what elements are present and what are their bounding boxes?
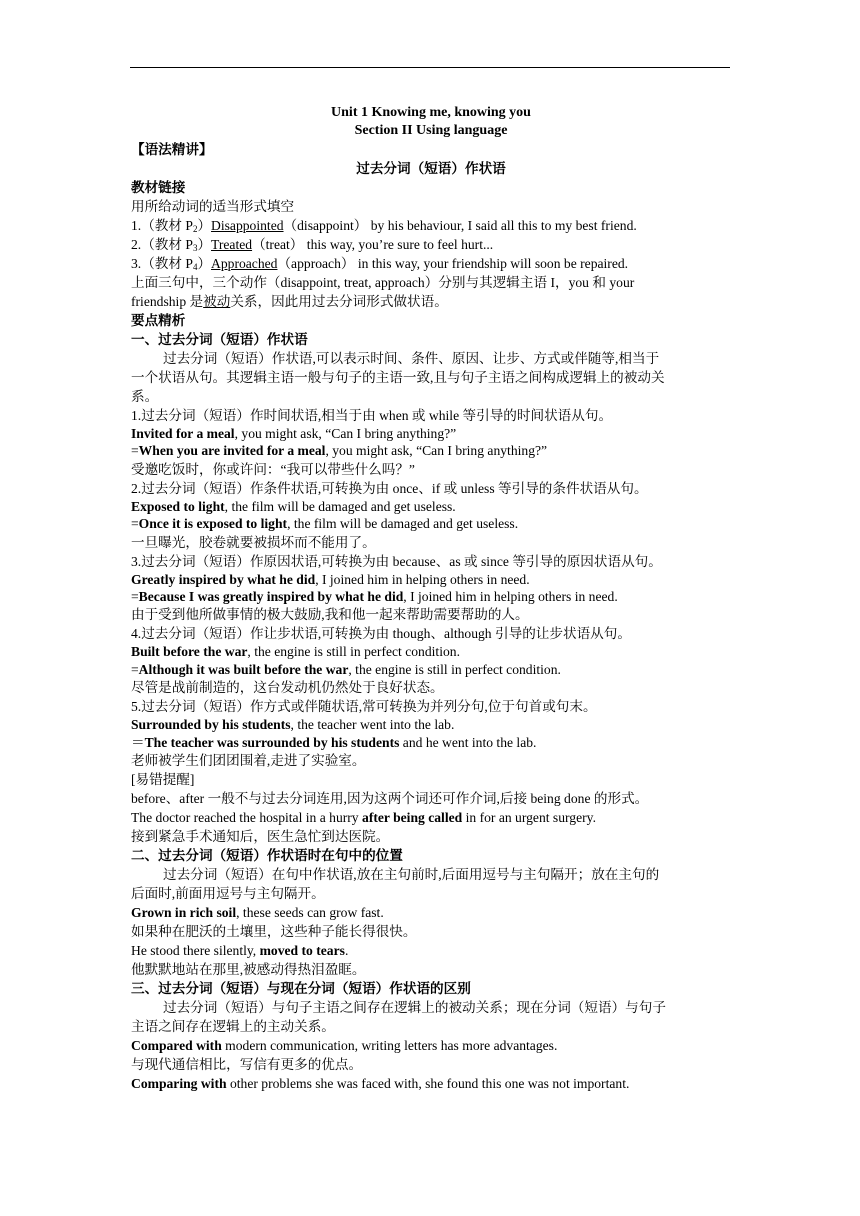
- section-3-intro: 主语之间存在逻辑上的主动关系。: [131, 1018, 335, 1034]
- unit-title: Unit 1 Knowing me, knowing you: [331, 105, 531, 120]
- section-2-intro: 后面时,前面用逗号与主句隔开。: [131, 885, 325, 901]
- translation: 由于受到他所做事情的极大鼓励,我和他一起来帮助需要帮助的人。: [131, 607, 529, 623]
- translation: 他默默地站在那里,被感动得热泪盈眶。: [131, 961, 366, 977]
- example-sentence: Surrounded by his students, the teacher went into the lab.: [131, 717, 455, 733]
- translation: 与现代通信相比，写信有更多的优点。: [131, 1056, 363, 1072]
- example-sentence: Comparing with other problems she was faced with, she found this one was not important.: [131, 1075, 630, 1091]
- equivalent-sentence: ＝The teacher was surrounded by his students and he went into the lab.: [131, 734, 537, 750]
- point-4-rule: 4.过去分词（短语）作让步状语,可转换为由 though、although 引导的让步状语从句。: [131, 626, 631, 642]
- explanation-line: friendship 是被动关系，因此用过去分词形式做状语。: [131, 294, 448, 309]
- example-sentence: Built before the war, the engine is still in perfect condition.: [131, 644, 460, 660]
- point-3-rule: 3.过去分词（短语）作原因状语,可转换为由 because、as 或 since 等引导的原因状语从句。: [131, 553, 662, 569]
- tip-label: [易错提醒]: [131, 771, 195, 787]
- point-1-rule: 1.过去分词（短语）作时间状语,相当于由 when 或 while 等引导的时间状语从句。: [131, 408, 613, 423]
- grammar-label: 【语法精讲】: [131, 142, 213, 157]
- answer-1: Disappointed: [211, 218, 284, 233]
- section-3-intro: 过去分词（短语）与句子主语之间存在逻辑上的被动关系；现在分词（短语）与句子: [163, 999, 666, 1015]
- section-2-intro: 过去分词（短语）在句中作状语,放在主句前时,后面用逗号与主句隔开；放在主句的: [163, 866, 660, 882]
- equivalent-sentence: =Although it was built before the war, the engine is still in perfect condition.: [131, 661, 561, 677]
- section-1-intro: 一个状语从句。其逻辑主语一般与句子的主语一致,且与句子主语之间构成逻辑上的被动关: [131, 370, 665, 385]
- translation: 尽管是战前制造的，这台发动机仍然处于良好状态。: [131, 680, 444, 696]
- translation: 老师被学生们团团围着,走进了实验室。: [131, 752, 366, 768]
- example-sentence: He stood there silently, moved to tears.: [131, 942, 349, 958]
- section-1-heading: 一、过去分词（短语）作状语: [131, 332, 308, 347]
- exercise-2: 2.（教材 $P_3)Treated(treat)$ this way, you’re sure to feel hurt...: [131, 237, 494, 253]
- answer-2: Treated: [211, 237, 253, 252]
- section-3-heading: 三、过去分词（短语）与现在分词（短语）作状语的区别: [131, 980, 471, 996]
- translation: 一旦曝光，胶卷就要被损坏而不能用了。: [131, 534, 376, 550]
- topic-title: 过去分词（短语）作状语: [356, 161, 506, 176]
- section-subtitle: Section II Using language: [354, 123, 508, 138]
- example-sentence: Invited for a meal, you might ask, “Can I bring anything?”: [131, 426, 457, 441]
- example-sentence: Compared with modern communication, writing letters has more advantages.: [131, 1037, 558, 1053]
- example-sentence: Exposed to light, the film will be damaged and get useless.: [131, 498, 456, 514]
- textbook-instruction: 用所给动词的适当形式填空: [131, 199, 295, 214]
- document-body: [131, 104, 731, 1093]
- example-sentence: Greatly inspired by what he did, I joined him in helping others in need.: [131, 571, 530, 587]
- exercise-1: 1.（教材 $P_2)Disappointed(disappoint)$ by his behaviour, I said all this to my best friend.: [131, 218, 637, 234]
- section-1-intro: 系。: [131, 389, 159, 404]
- translation: 受邀吃饭时，你或许问：“我可以带些什么吗？”: [131, 461, 415, 477]
- exercise-3: 3.（教材 $P_4)Approached(approach)$ in this way, your friendship will soon be repaired.: [131, 256, 629, 272]
- equivalent-sentence: =When you are invited for a meal, you might ask, “Can I bring anything?”: [131, 443, 548, 459]
- answer-3: Approached: [211, 256, 278, 271]
- equivalent-sentence: =Once it is exposed to light, the film will be damaged and get useless.: [131, 516, 519, 532]
- point-2-rule: 2.过去分词（短语）作条件状语,可转换为由 once、if 或 unless 等引导的条件状语从句。: [131, 480, 648, 496]
- section-2-heading: 二、过去分词（短语）作状语时在句中的位置: [131, 847, 403, 863]
- header-rule: [130, 67, 730, 68]
- example-sentence: Grown in rich soil, these seeds can grow fast.: [131, 904, 384, 920]
- key-points-heading: 要点精析: [131, 313, 186, 328]
- tip-text: before、after 一般不与过去分词连用,因为这两个词还可作介词,后接 being done 的形式。: [131, 790, 649, 806]
- example-sentence: The doctor reached the hospital in a hurry after being called in for an urgent surgery.: [131, 809, 596, 825]
- equivalent-sentence: =Because I was greatly inspired by what he did, I joined him in helping others in need.: [131, 588, 618, 604]
- translation: 如果种在肥沃的土壤里，这些种子能长得很快。: [131, 923, 417, 939]
- point-5-rule: 5.过去分词（短语）作方式或伴随状语,常可转换为并列分句,位于句首或句末。: [131, 699, 597, 715]
- textbook-heading: 教材链接: [131, 180, 186, 195]
- translation: 接到紧急手术通知后，医生急忙到达医院。: [131, 828, 390, 844]
- section-1-intro: 过去分词（短语）作状语,可以表示时间、条件、原因、让步、方式或伴随等,相当于: [163, 351, 660, 366]
- explanation-line: 上面三句中，三个动作（disappoint, treat, approach）分别与其逻辑主语 I，you 和 your: [131, 275, 635, 290]
